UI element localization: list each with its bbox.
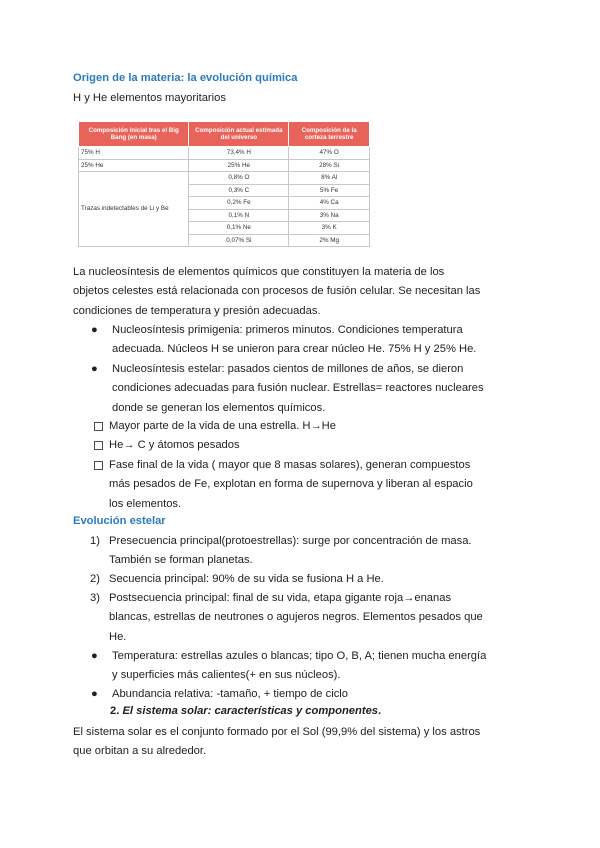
numbered-item <box>90 532 530 571</box>
table-cell: 73,4% H <box>189 147 289 160</box>
item-number: 2) <box>90 573 100 585</box>
table-cell: 4% Ca <box>289 197 370 210</box>
table-cell: 3% Na <box>289 209 370 222</box>
text-line: Fase final de la vida ( mayor que 8 masas solares), generan compuestos <box>109 459 471 471</box>
table-cell: 0,07% Si <box>189 234 289 247</box>
text-line: También se forman planetas. <box>109 554 253 567</box>
checkbox-icon[interactable] <box>94 422 103 431</box>
traces-cell: Trazas indetectables de Li y Be <box>79 172 189 247</box>
bullet-item <box>93 321 533 360</box>
text-line: El sistema solar es el conjunto formado por el Sol (99,9% del sistema) y los astros <box>73 726 481 738</box>
text-line: Nucleosíntesis estelar: pasados cientos de millones de años, se dieron <box>112 363 464 375</box>
intro-paragraph <box>73 263 533 321</box>
item-number: 1) <box>90 535 100 547</box>
text-line: objetos celestes está relacionada con procesos de fusión celular. Se necesitan las <box>73 285 481 298</box>
table-row <box>79 159 370 172</box>
item-number: 3) <box>90 592 100 604</box>
text-line: He. <box>109 630 127 643</box>
bullet-icon: ● <box>91 324 98 336</box>
table-cell: 0,8% O <box>189 172 289 185</box>
table-cell: 25% He <box>189 159 289 172</box>
text-line: He→ C y átomos pesados <box>109 439 240 451</box>
text-line: Abundancia relativa: -tamaño, + tiempo de ciclo <box>112 688 349 700</box>
table-header-initial: Composición inicial tras el Big Bang (en masa) <box>79 122 189 147</box>
table-cell: 3% K <box>289 222 370 235</box>
table-header-crust: Composición de la corteza terrestre <box>289 122 370 147</box>
text-line: condiciones adecuadas para fusión nuclear. Estrellas= reactores nucleares <box>112 382 484 395</box>
checkbox-item <box>93 417 533 436</box>
checkbox-icon[interactable] <box>94 441 103 450</box>
table-cell: 0,1% Ne <box>189 222 289 235</box>
page-title: Origen de la materia: la evolución química <box>73 72 298 84</box>
text-line: Nucleosíntesis primigenia: primeros minutos. Condiciones temperatura <box>112 324 463 336</box>
text-line: donde se generan los elementos químicos. <box>112 401 326 414</box>
table-cell: 2% Mg <box>289 234 370 247</box>
section-number: 2. <box>110 705 120 717</box>
bullet-icon: ● <box>91 363 98 375</box>
subtitle: H y He elementos mayoritarios <box>73 92 226 104</box>
checkbox-item <box>93 456 533 514</box>
section-2-heading <box>110 705 381 717</box>
table-cell: 0,1% N <box>189 209 289 222</box>
bullet-icon: ● <box>91 688 98 700</box>
table-cell: 0,2% Fe <box>189 197 289 210</box>
text-line: Mayor parte de la vida de una estrella. H→He <box>109 420 336 432</box>
bullet-item <box>93 685 533 704</box>
section-title: Evolución estelar <box>73 515 166 527</box>
text-line: La nucleosíntesis de elementos químicos que constituyen la materia de los <box>73 266 445 278</box>
table-cell: 8% Al <box>289 172 370 185</box>
text-line: los elementos. <box>109 497 182 510</box>
checkbox-item <box>93 436 533 455</box>
section-2-title: El sistema solar: características y componentes <box>122 705 379 717</box>
text-line: adecuada. Núcleos H se unieron para crear núcleo He. 75% H y 25% He. <box>112 343 477 356</box>
text-line: Presecuencia principal(protoestrellas): surge por concentración de masa. <box>109 535 472 547</box>
numbered-item <box>90 589 530 647</box>
checkbox-icon[interactable] <box>94 461 103 470</box>
text-line: Secuencia principal: 90% de su vida se fusiona H a He. <box>109 573 384 585</box>
bullet-item <box>93 647 533 686</box>
table-cell: 47% O <box>289 147 370 160</box>
composition-table <box>78 121 370 247</box>
table-row <box>79 172 370 185</box>
numbered-item <box>90 570 530 589</box>
text-line: que orbitan a su alrededor. <box>73 745 207 758</box>
table-header-universe: Composición actual estimada del universo <box>189 122 289 147</box>
table-cell: 75% H <box>79 147 189 160</box>
closing-paragraph <box>73 723 533 762</box>
text-line: condiciones de temperatura y presión adecuadas. <box>73 304 321 317</box>
table-row <box>79 147 370 160</box>
table-cell: 0,3% C <box>189 184 289 197</box>
section-2-suffix: . <box>378 705 382 717</box>
text-line: Temperatura: estrellas azules o blancas; tipo O, B, A; tienen mucha energía <box>112 650 487 662</box>
text-line: más pesados de Fe, explotan en forma de supernova y liberan al espacio <box>109 478 473 491</box>
bullet-item <box>93 360 533 418</box>
bullet-icon: ● <box>91 650 98 662</box>
table-header-row <box>79 122 370 147</box>
table-cell: 25% He <box>79 159 189 172</box>
text-line: blancas, estrellas de neutrones o agujeros negros. Elementos pesados que <box>109 611 483 624</box>
text-line: Postsecuencia principal: final de su vida, etapa gigante roja→enanas <box>109 592 452 604</box>
text-line: y superficies más calientes(+ en sus núcleos). <box>112 669 341 682</box>
table-cell: 28% Si <box>289 159 370 172</box>
table-cell: 5% Fe <box>289 184 370 197</box>
